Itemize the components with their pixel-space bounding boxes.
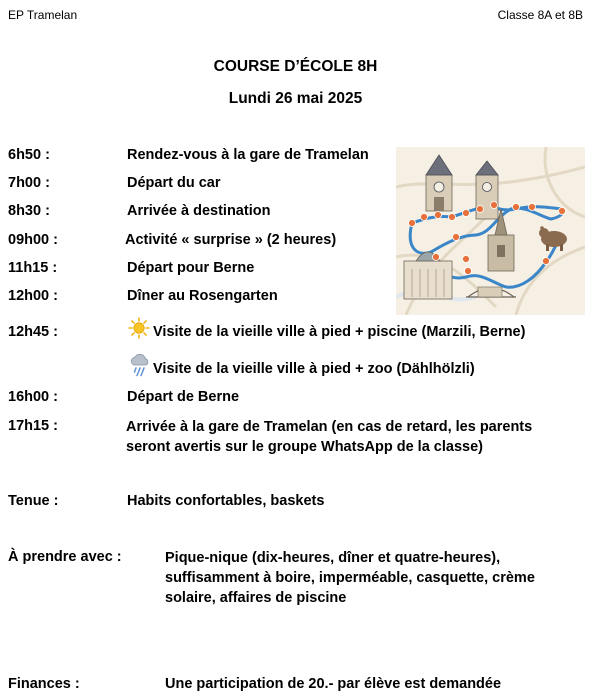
schedule-time: 8h30 : (8, 203, 50, 219)
schedule-time: 11h15 : (8, 260, 58, 276)
schedule-text: Arrivée à destination (127, 203, 271, 219)
rain-cloud-icon (129, 353, 151, 377)
page-title: COURSE D’ÉCOLE 8H (213, 58, 378, 75)
tenue-label: Tenue : (8, 493, 59, 509)
page-date: Lundi 26 mai 2025 (228, 90, 363, 107)
prendre-label: À prendre avec : (8, 549, 122, 565)
schedule-time: 12h00 : (8, 288, 58, 304)
tenue-value: Habits confortables, baskets (127, 493, 325, 509)
schedule-text: Départ du car (127, 175, 221, 191)
schedule-time: 09h00 : (8, 232, 58, 248)
finances-value: Une participation de 20.- par élève est demandée (165, 676, 502, 692)
schedule-text: Dîner au Rosengarten (127, 288, 278, 304)
finances-label: Finances : (8, 676, 80, 692)
schedule-time: 6h50 : (8, 147, 50, 163)
sunny-plan-text: Visite de la vieille ville à pied + piscine (Marzili, Berne) (153, 324, 526, 340)
schedule-text: Départ pour Berne (127, 260, 255, 276)
schedule-text: Arrivée à la gare de Tramelan (en cas de retard, les parents seront avertis sur le groupe WhatsApp de la classe) (126, 419, 533, 455)
schedule-time: 7h00 : (8, 175, 50, 191)
school-name: EP Tramelan (8, 8, 78, 22)
schedule-time: 12h45 : (8, 324, 58, 340)
class-names: Classe 8A et 8B (497, 8, 583, 22)
schedule-time: 16h00 : (8, 389, 58, 405)
rainy-plan-text: Visite de la vieille ville à pied + zoo (Dählhölzli) (153, 361, 475, 377)
bern-map-illustration (396, 147, 585, 315)
schedule-text: Activité « surprise » (2 heures) (125, 232, 337, 248)
schedule-text: Départ de Berne (127, 389, 240, 405)
sun-icon (128, 317, 150, 339)
schedule-text: Rendez-vous à la gare de Tramelan (127, 147, 369, 163)
prendre-value: Pique-nique (dix-heures, dîner et quatre-heures), suffisamment à boire, imperméable, casquette, crème solaire, affaires de piscine (165, 550, 535, 606)
schedule-time: 17h15 : (8, 418, 58, 434)
